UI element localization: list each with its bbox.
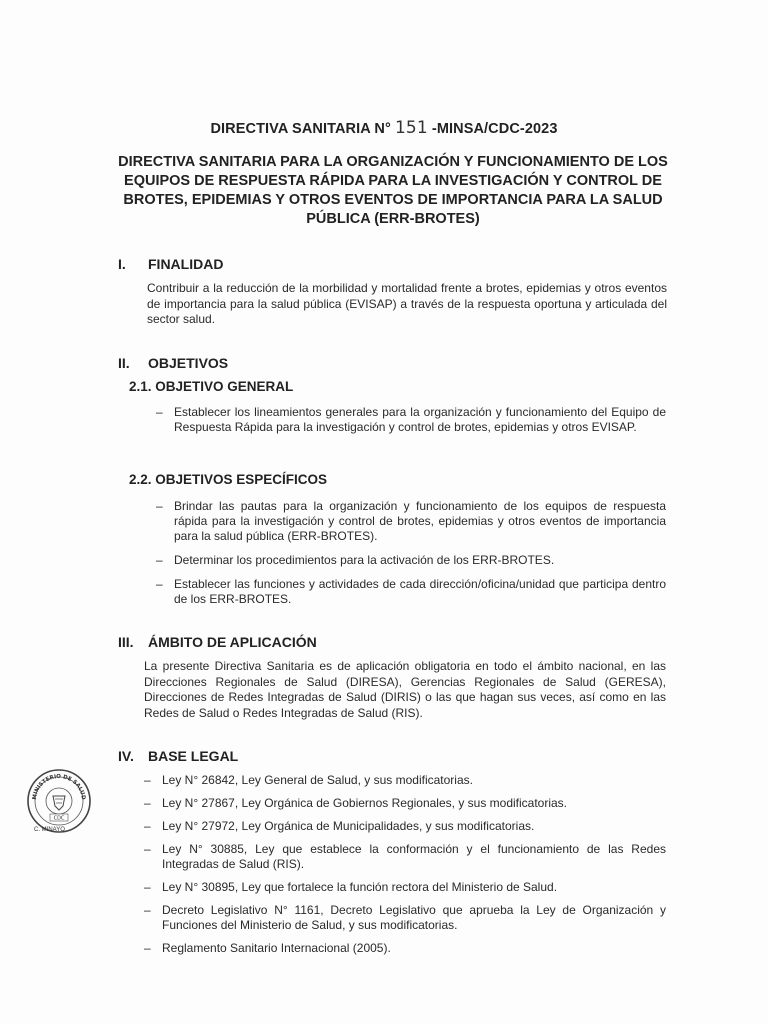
finalidad-text: Contribuir a la reducción de la morbilidad y mortalidad frente a brotes, epidemias y otros eventos de importancia para la salud pública (EVISAP) a través de la respuesta oportuna y articulada del sector salud. xyxy=(147,281,667,326)
seal-center-text: CDC xyxy=(53,815,65,822)
seal-caption: C. MINAYO xyxy=(34,827,65,833)
section-heading-objetivos: II. OBJETIVOS xyxy=(118,355,229,371)
section-heading-finalidad: I. FINALIDAD xyxy=(118,256,224,272)
list-item: – Reglamento Sanitario Internacional (2005). xyxy=(144,941,391,955)
list-item: – Ley N° 26842, Ley General de Salud, y sus modificatorias. xyxy=(144,773,473,787)
list-item: – Establecer los lineamientos generales para la organización y funcionamiento del Equipo de Respuesta Rápida para la investigación y control de brotes, epidemias y otros EVISAP. xyxy=(156,405,666,434)
document-title: DIRECTIVA SANITARIA PARA LA ORGANIZACIÓN Y FUNCIONAMIENTO DE LOS EQUIPOS DE RESPUESTA RÁPIDA PARA LA INVESTIGACIÓN Y CONTROL DE BROTES, EPIDEMIAS Y OTROS EVENTOS DE IMPORTANCIA PARA LA SALUD PÚBLICA (ERR-BROTES) xyxy=(118,154,668,227)
document-number: DIRECTIVA SANITARIA N° 151 -MINSA/CDC-2023 xyxy=(210,118,558,138)
list-item: – Ley N° 30895, Ley que fortalece la función rectora del Ministerio de Salud. xyxy=(144,880,558,894)
objetivo-general-list xyxy=(150,405,666,435)
objetivos-especificos-list xyxy=(150,499,666,607)
base-legal-list xyxy=(138,773,666,956)
official-seal-icon xyxy=(26,768,92,834)
section-heading-base-legal: IV. BASE LEGAL xyxy=(118,748,239,764)
list-item: – Ley N° 30885, Ley que establece la conformación y el funcionamiento de las Redes Integradas de Salud (RIS). xyxy=(144,842,666,871)
section-heading-ambito: III. ÁMBITO DE APLICACIÓN xyxy=(118,634,317,650)
list-item: – Ley N° 27972, Ley Orgánica de Municipalidades, y sus modificatorias. xyxy=(144,819,535,833)
seal-ring-text: MINISTERIO DE SALUD xyxy=(31,773,87,801)
subheading-objetivos-especificos: 2.2. OBJETIVOS ESPECÍFICOS xyxy=(129,472,328,487)
list-item: – Establecer las funciones y actividades de cada dirección/oficina/unidad que participa dentro de los ERR-BROTES. xyxy=(156,577,666,606)
svg-text:MINISTERIO DE SALUD xyxy=(32,774,86,801)
list-item: – Brindar las pautas para la organización y funcionamiento de los equipos de respuesta rápida para la investigación y control de brotes, epidemias y otros eventos de importancia para la salud pública (ERR-BROTES). xyxy=(156,499,666,543)
ambito-text: La presente Directiva Sanitaria es de aplicación obligatoria en todo el ámbito nacional, en las Direcciones Regionales de Salud (DIRESA), Gerencias Regionales de Salud (GERESA), Direcciones de Redes Integradas de Salud (DIRIS) o las que hagan sus veces, así como en las Redes de Salud o Redes Integradas de Salud (RIS). xyxy=(144,659,666,720)
subheading-objetivo-general: 2.1. OBJETIVO GENERAL xyxy=(129,379,294,394)
list-item: – Determinar los procedimientos para la activación de los ERR-BROTES. xyxy=(156,553,555,567)
list-item: – Ley N° 27867, Ley Orgánica de Gobiernos Regionales, y sus modificatorias. xyxy=(144,796,568,810)
handwritten-number: 151 xyxy=(395,118,428,138)
list-item: – Decreto Legislativo N° 1161, Decreto Legislativo que aprueba la Ley de Organización y Funciones del Ministerio de Salud, y sus modificatorias. xyxy=(144,903,666,932)
